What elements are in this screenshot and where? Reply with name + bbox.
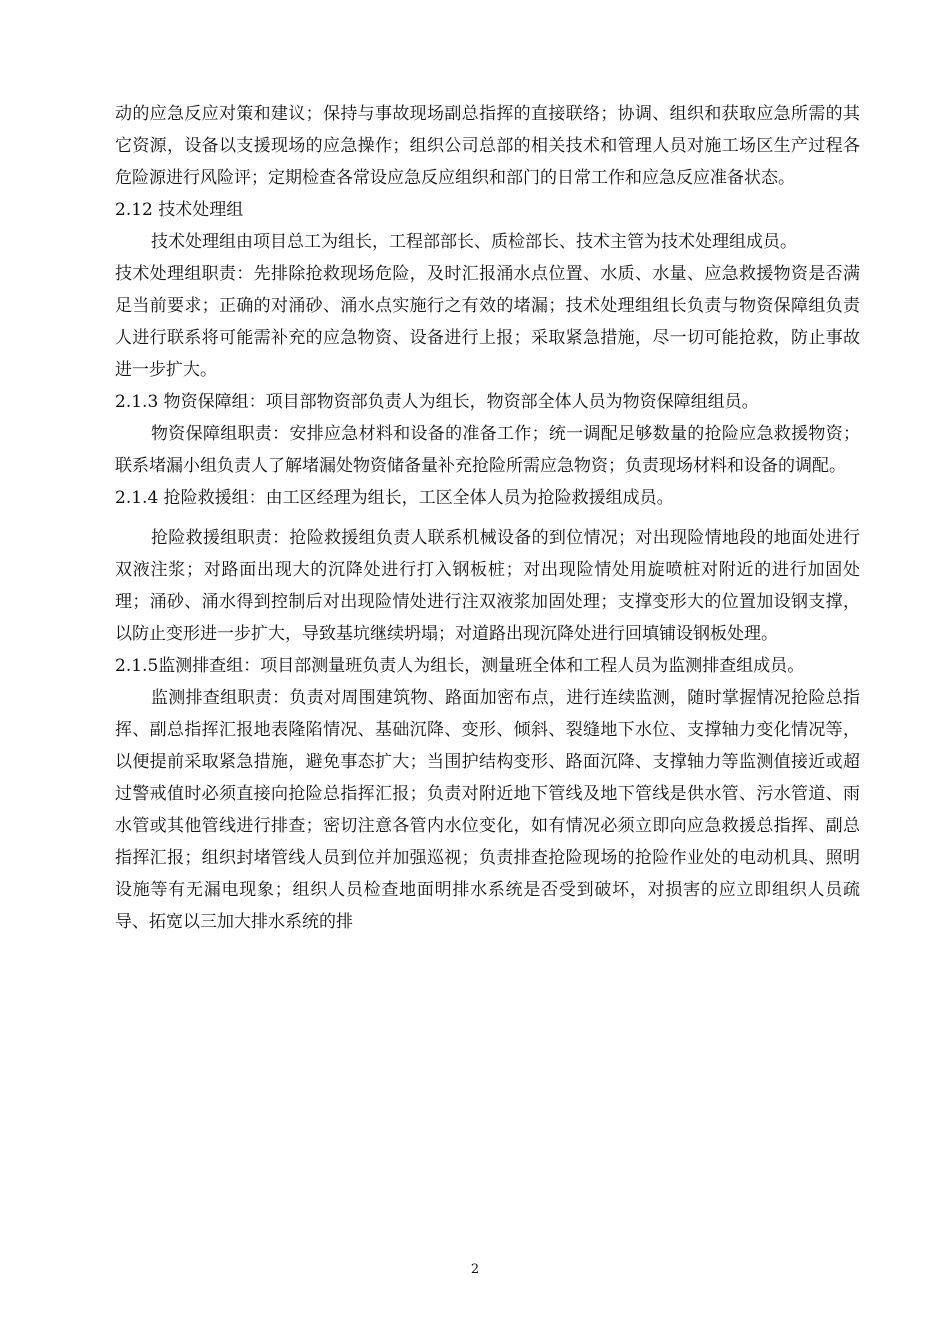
page-number: 2 <box>470 1262 480 1277</box>
section-heading-2-1-5: 2.1.5监测排查组：项目部测量班负责人为组长，测量班全体和工程人员为监测排查组成员。 <box>115 656 805 676</box>
paragraph-tech-group-members: 技术处理组由项目总工为组长，工程部部长、质检部长、技术主管为技术处理组成员。 <box>151 232 797 252</box>
paragraph-duties-continued: 动的应急反应对策和建议；保持与事故现场副总指挥的直接联络；协调、组织和获取应急所需的其它资源，设备以支援现场的应急操作；组织公司总部的相关技术和管理人员对施工场区生产过程各危险源进行风险评；定期检查各常设应急反应组织和部门的日常工作和应急反应准备状态。 <box>115 104 860 188</box>
paragraph-materials-group-duties: 物资保障组职责：安排应急材料和设备的准备工作；统一调配足够数量的抢险应急救援物资；联系堵漏小组负责人了解堵漏处物资储备量补充抢险所需应急物资；负责现场材料和设备的调配。 <box>115 424 860 476</box>
paragraph-tech-group-duties: 技术处理组职责：先排除抢救现场危险，及时汇报涌水点位置、水质、水量、应急救援物资是否满足当前要求；正确的对涌砂、涌水点实施行之有效的堵漏；技术处理组组长负责与物资保障组负责人进行联系将可能需补充的应急物资、设备进行上报；采取紧急措施，尽一切可能抢救，防止事故进一步扩大。 <box>115 264 860 380</box>
paragraph-monitoring-group-duties: 监测排查组职责：负责对周围建筑物、路面加密布点，进行连续监测，随时掌握情况抢险总指挥、副总指挥汇报地表隆陷情况、基础沉降、变形、倾斜、裂缝地下水位、支撑轴力变化情况等，以便提前采取紧急措施，避免事态扩大；当围护结构变形、路面沉降、支撑轴力等监测值接近或超过警戒值时必须直接向抢险总指挥汇报；负责对附近地下管线及地下管线是供水管、污水管道、雨水管或其他管线进行排查；密切注意各管内水位变化，如有情况必须立即向应急救援总指挥、副总指挥汇报；组织封堵管线人员到位并加强巡视；负责排查抢险现场的抢险作业处的电动机具、照明设施等有无漏电现象；组织人员检查地面明排水系统是否受到破坏，对损害的应立即组织人员疏导、拓宽以三加大排水系统的排 <box>115 688 860 932</box>
section-heading-2-1-3: 2.1.3 物资保障组：项目部物资部负责人为组长，物资部全体人员为物资保障组组员。 <box>115 392 759 412</box>
document-body <box>115 98 860 938</box>
paragraph-rescue-group-duties: 抢险救援组职责：抢险救援组负责人联系机械设备的到位情况；对出现险情地段的地面处进行双液注浆；对路面出现大的沉降处进行打入钢板桩；对出现险情处用旋喷桩对附近的进行加固处理；涌砂、涌水得到控制后对出现险情处进行注双液浆加固处理；支撑变形大的位置加设钢支撑，以防止变形进一步扩大，导致基坑继续坍塌；对道路出现沉降处进行回填铺设钢板处理。 <box>115 528 860 644</box>
section-heading-2-12: 2.12 技术处理组 <box>115 200 244 220</box>
section-heading-2-1-4: 2.1.4 抢险救援组：由工区经理为组长，工区全体人员为抢险救援组成员。 <box>115 488 674 508</box>
